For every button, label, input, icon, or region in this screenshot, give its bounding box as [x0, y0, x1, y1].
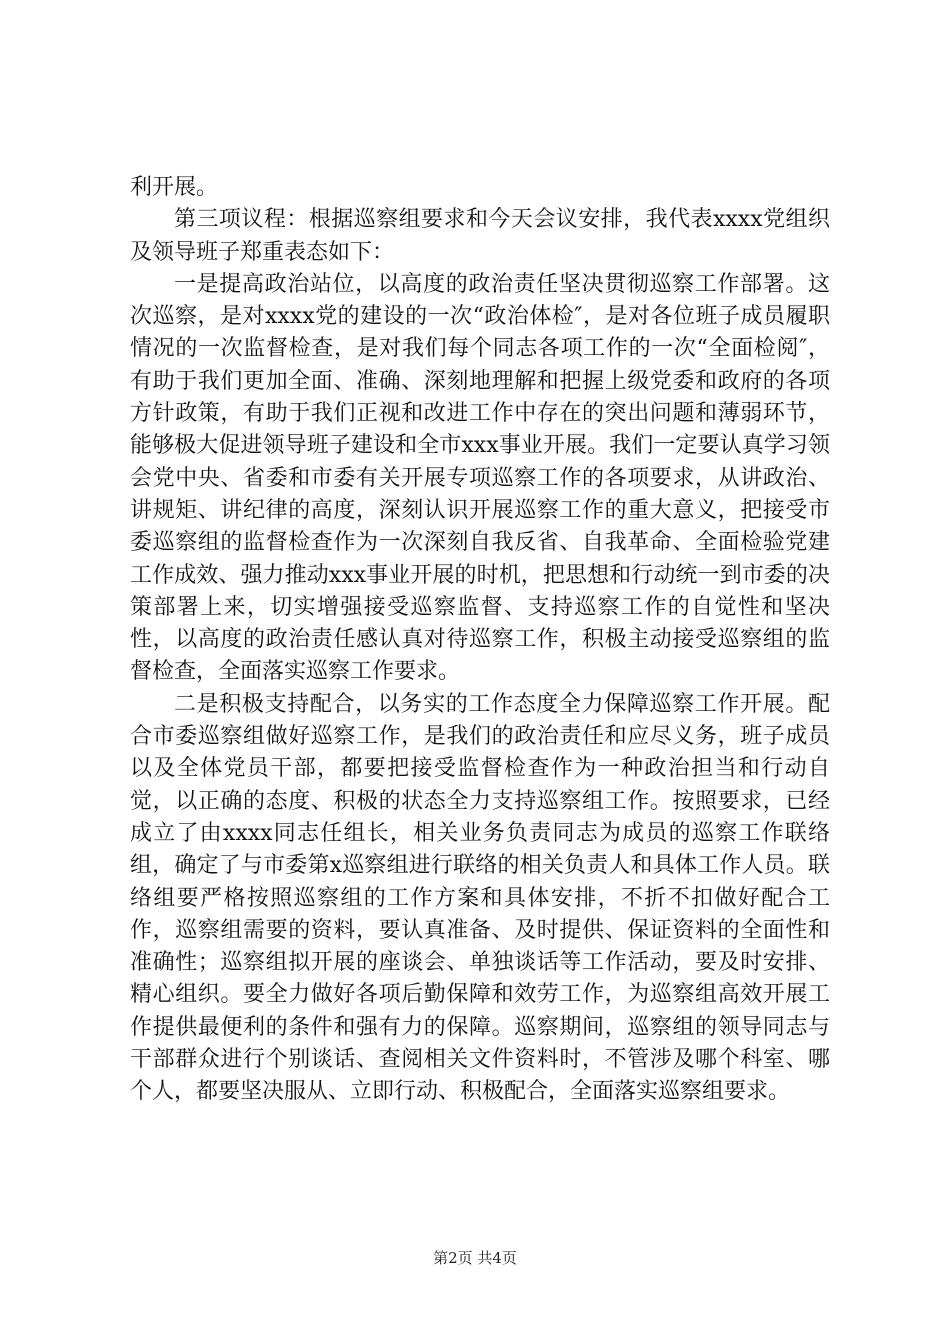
document-body	[130, 172, 830, 1109]
paragraph-support-cooperation: 二是积极支持配合，以务实的工作态度全力保障巡察工作开展。配合市委巡察组做好巡察工作，是我们的政治责任和应尽义务，班子成员以及全体党员干部，都要把接受监督检查作为一种政治担当和行动自觉，以正确的态度、积极的状态全力支持巡察组工作。按照要求，已经成立了由xxxx同志任组长，相关业务负责同志为成员的巡察工作联络组，确定了与市委第x巡察组进行联络的相关负责人和具体工作人员。联络组要严格按照巡察组的工作方案和具体安排，不折不扣做好配合工作，巡察组需要的资料，要认真准备、及时提供、保证资料的全面性和准确性；巡察组拟开展的座谈会、单独谈话等工作活动，要及时安排、精心组织。要全力做好各项后勤保障和效劳工作，为巡察组高效开展工作提供最便利的条件和强有力的保障。巡察期间，巡察组的领导同志与干部群众进行个别谈话、查阅相关文件资料时，不管涉及哪个科室、哪个人，都要坚决服从、立即行动、积极配合，全面落实巡察组要求。	[130, 691, 830, 1105]
paragraph-agenda-item-3: 第三项议程：根据巡察组要求和今天会议安排，我代表xxxx党组织及领导班子郑重表态如下：	[130, 207, 830, 265]
page-footer: 第2页 共4页	[433, 1249, 517, 1267]
paragraph-political-stance: 一是提高政治站位，以高度的政治责任坚决贯彻巡察工作部署。这次巡察，是对xxxx党的建设的一次“政治体检″，是对各位班子成员履职情况的一次监督检查，是对我们每个同志各项工作的一次“全面检阅″，有助于我们更加全面、准确、深刻地理解和把握上级党委和政府的各项方针政策，有助于我们正视和改进工作中存在的突出问题和薄弱环节，能够极大促进领导班子建设和全市xxx事业开展。我们一定要认真学习领会党中央、省委和市委有关开展专项巡察工作的各项要求，从讲政治、讲规矩、讲纪律的高度，深刻认识开展巡察工作的重大意义，把接受市委巡察组的监督检查作为一次深刻自我反省、自我革命、全面检验党建工作成效、强力推动xxx事业开展的时机，把思想和行动统一到市委的决策部署上来，切实增强接受巡察监督、支持巡察工作的自觉性和坚决性，以高度的政治责任感认真对待巡察工作，积极主动接受巡察组的监督检查，全面落实巡察工作要求。	[130, 271, 830, 685]
paragraph-continuation: 利开展。	[130, 175, 219, 200]
